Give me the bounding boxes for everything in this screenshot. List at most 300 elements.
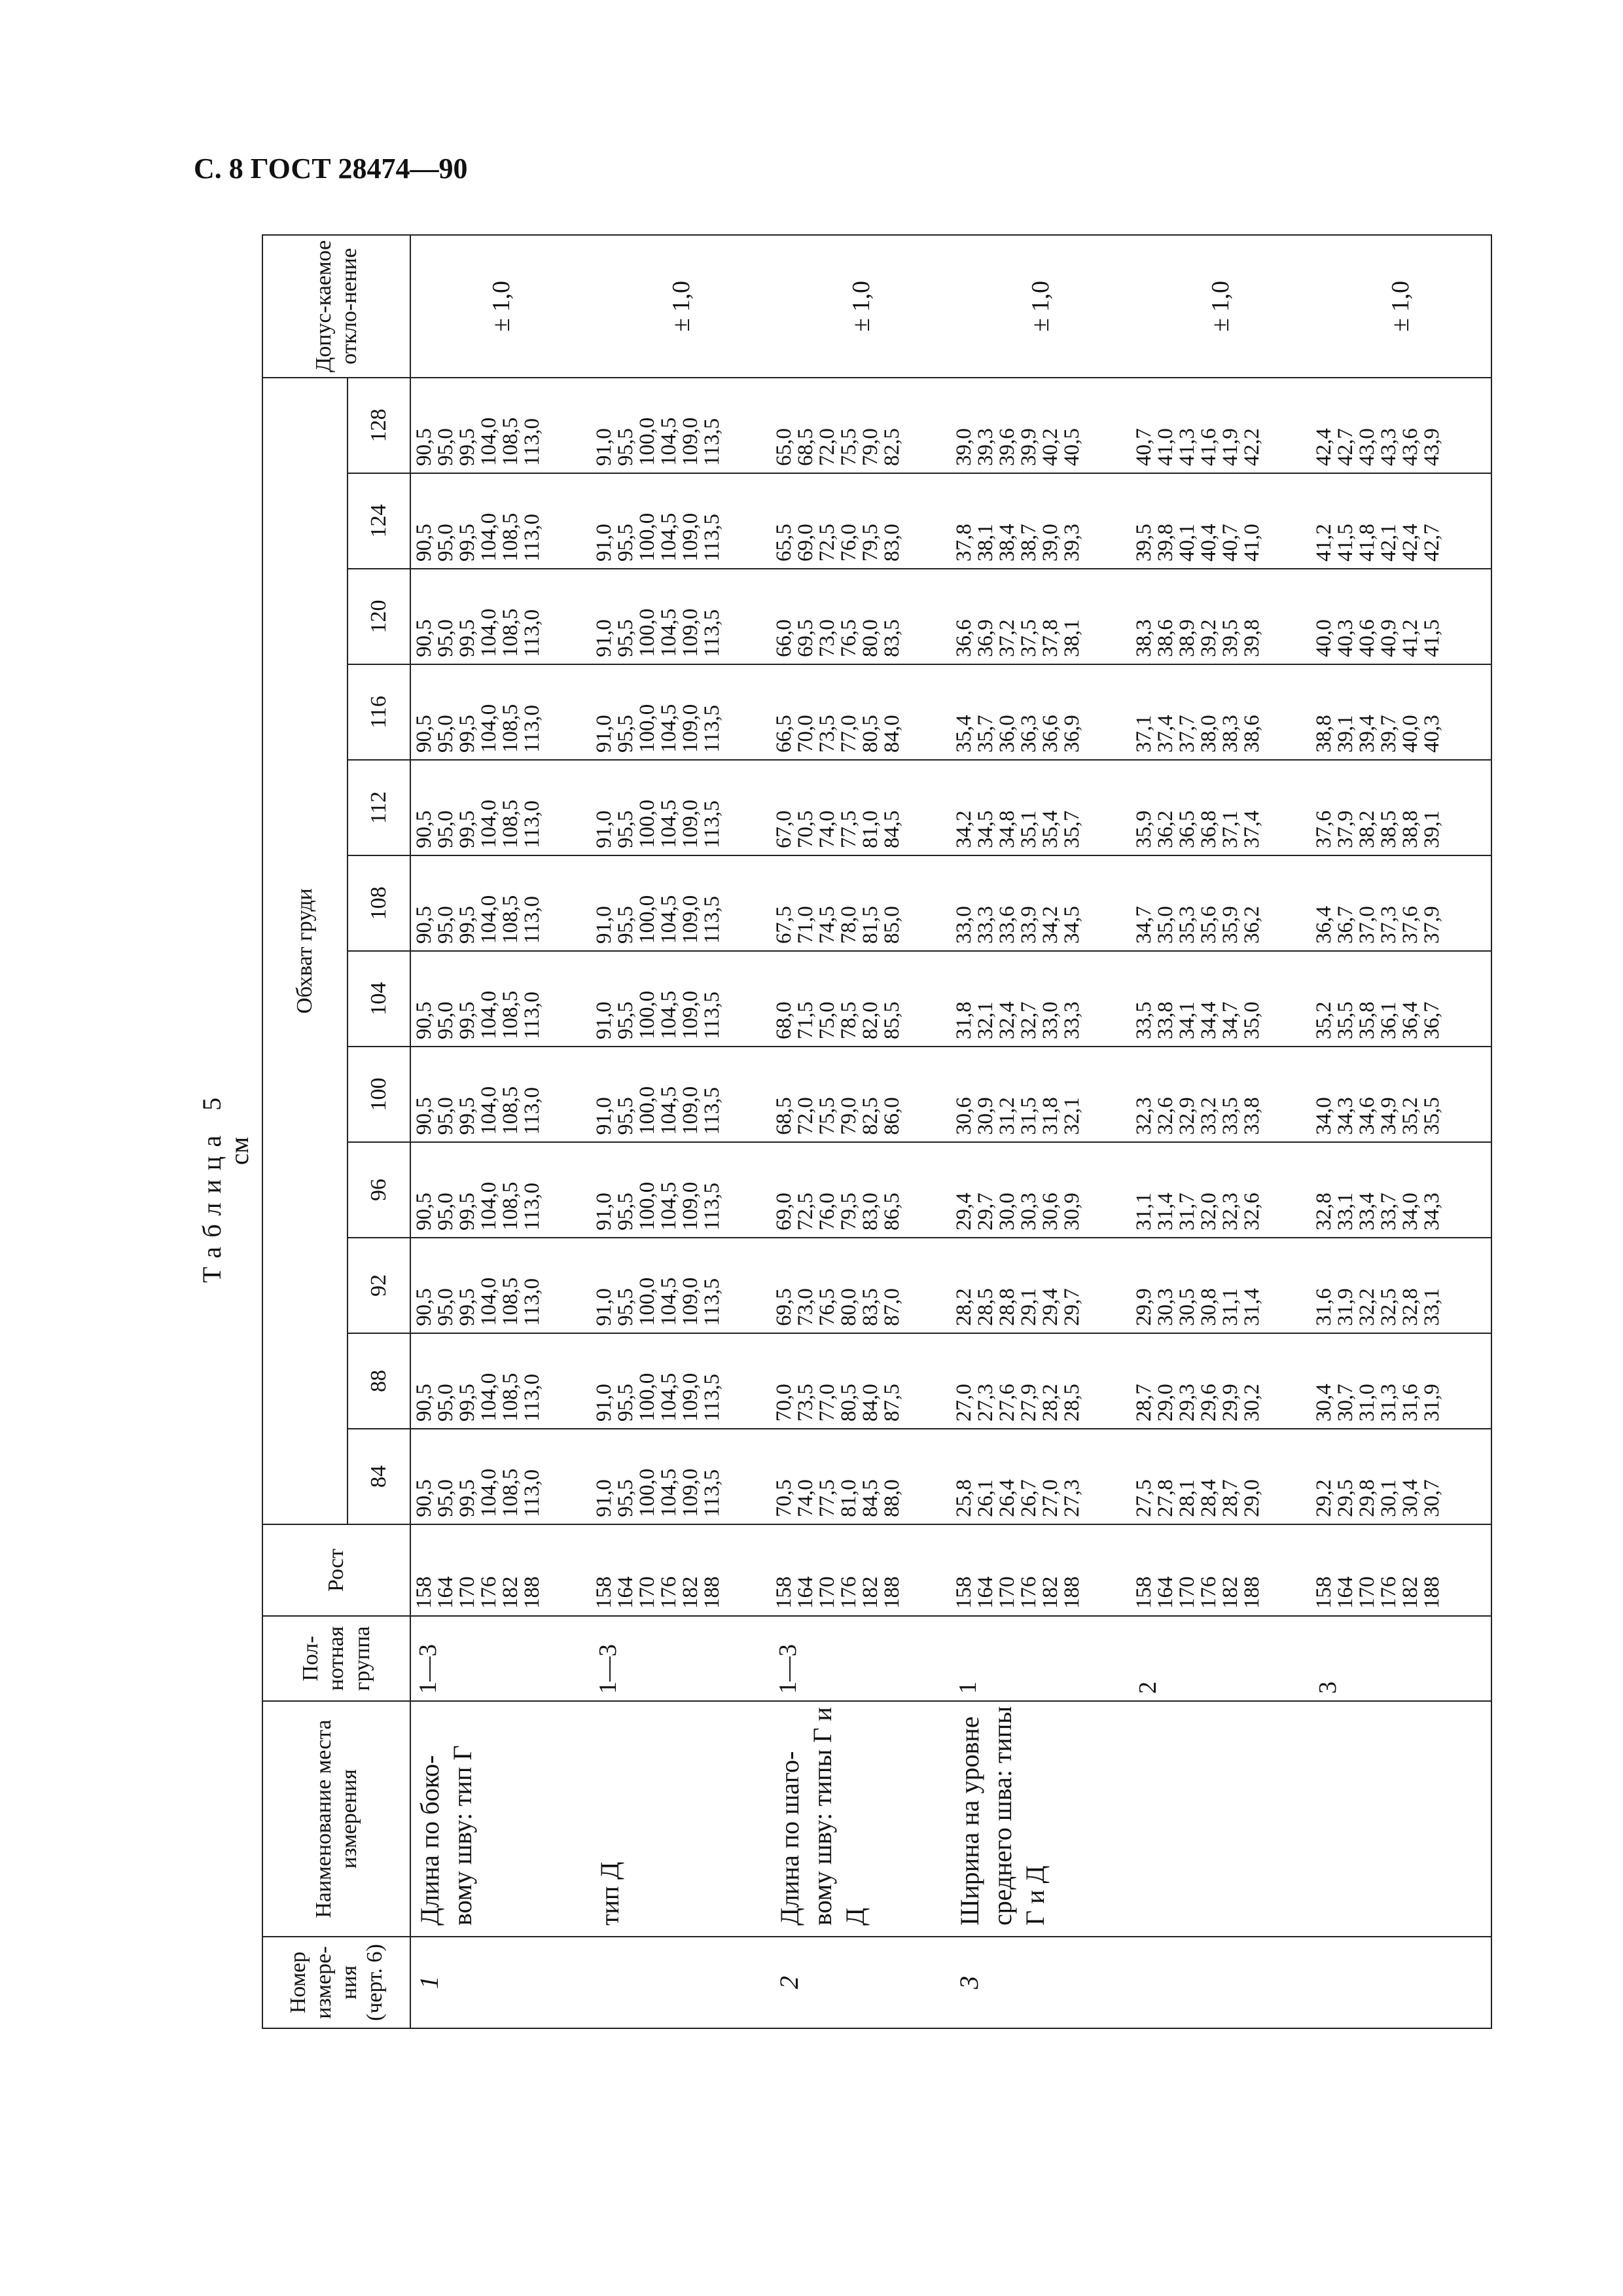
table-row xyxy=(1131,235,1311,2028)
measurement-value: 26,4 xyxy=(995,1479,1019,1517)
chest-value-cell xyxy=(410,951,591,1047)
measurement-value: 113,0 xyxy=(520,609,544,657)
measurement-value: 87,5 xyxy=(880,1384,904,1422)
measurement-value: 113,0 xyxy=(520,1182,544,1230)
measurement-value: 34,7 xyxy=(1132,906,1156,944)
measurement-value: 73,0 xyxy=(815,619,840,657)
measurement-number: 1 xyxy=(410,1937,591,2028)
table-row xyxy=(410,235,591,2028)
measurement-value: 66,5 xyxy=(772,715,796,753)
measurement-value: 28,4 xyxy=(1196,1479,1221,1517)
height-value: 158 xyxy=(412,1576,436,1609)
measurement-value: 80,0 xyxy=(859,619,883,657)
measurement-value: 27,3 xyxy=(1060,1479,1084,1517)
measurement-value: 36,9 xyxy=(1060,715,1084,753)
measurement-value: 109,0 xyxy=(679,1468,703,1517)
fullness-group: 1—3 xyxy=(591,1616,771,1701)
measurement-value: 28,1 xyxy=(1175,1479,1199,1517)
height-value: 170 xyxy=(995,1576,1019,1609)
measurement-value: 42,4 xyxy=(1311,428,1336,466)
height-values xyxy=(1311,1524,1491,1616)
measurement-value: 27,0 xyxy=(1038,1479,1062,1517)
chest-value-cell xyxy=(951,760,1131,855)
height-value: 158 xyxy=(772,1576,796,1609)
measurement-value: 75,5 xyxy=(837,428,861,466)
measurement-value: 37,4 xyxy=(1153,715,1177,753)
measurement-value: 68,5 xyxy=(772,1097,796,1135)
measurement-value: 33,0 xyxy=(952,906,976,944)
measurement-value: 113,5 xyxy=(700,609,724,657)
measurement-value: 113,5 xyxy=(700,1278,724,1326)
height-value: 170 xyxy=(635,1576,660,1609)
chest-value-cell xyxy=(771,664,951,760)
chest-size-84: 84 xyxy=(348,1429,410,1524)
measurement-value: 31,1 xyxy=(1132,1193,1156,1230)
measurement-value: 113,5 xyxy=(700,1469,724,1517)
measurement-value: 91,0 xyxy=(592,715,616,753)
measurement-value: 81,5 xyxy=(859,906,883,944)
measurement-name: Ширина на уровне среднего шва: типы Г и Д xyxy=(951,1701,1131,1937)
measurement-number xyxy=(1131,1937,1311,2028)
measurement-value: 29,9 xyxy=(1132,1288,1156,1326)
measurement-value: 37,3 xyxy=(1376,906,1400,944)
measurement-value: 31,9 xyxy=(1419,1384,1444,1422)
measurement-value: 38,8 xyxy=(1311,715,1336,753)
chest-value-cell xyxy=(771,760,951,855)
measurement-value: 28,2 xyxy=(952,1288,976,1326)
chest-value-cell xyxy=(591,378,771,473)
measurement-value: 95,0 xyxy=(434,1384,457,1422)
measurement-value: 113,5 xyxy=(700,1086,724,1135)
measurement-value: 75,5 xyxy=(815,1097,840,1135)
measurement-value: 39,5 xyxy=(1132,524,1156,562)
measurement-value: 108,5 xyxy=(499,1181,522,1230)
height-values xyxy=(771,1524,951,1616)
measurement-value: 42,7 xyxy=(1333,428,1357,466)
chest-value-cell xyxy=(771,1429,951,1524)
chest-value-cell xyxy=(771,855,951,951)
measurement-value: 41,2 xyxy=(1311,524,1336,562)
measurement-value: 40,7 xyxy=(1218,524,1242,562)
table-row xyxy=(591,235,771,2028)
measurement-value: 31,3 xyxy=(1376,1384,1400,1422)
fullness-group: 1—3 xyxy=(410,1616,591,1701)
measurement-value: 95,5 xyxy=(614,1288,638,1326)
measurement-name xyxy=(1311,1701,1491,1937)
height-value: 176 xyxy=(1196,1576,1221,1609)
measurement-value: 95,0 xyxy=(434,906,457,944)
measurement-value: 113,0 xyxy=(520,895,544,944)
measurement-value: 30,7 xyxy=(1333,1384,1357,1422)
measurement-value: 88,0 xyxy=(880,1479,904,1517)
measurement-value: 35,2 xyxy=(1398,1097,1422,1135)
height-value: 188 xyxy=(700,1576,724,1609)
measurement-value: 104,0 xyxy=(477,895,501,944)
chest-value-cell xyxy=(771,378,951,473)
measurement-value: 83,5 xyxy=(880,619,904,657)
tolerance-value: ± 1,0 xyxy=(591,235,771,378)
height-value: 176 xyxy=(1376,1576,1400,1609)
measurement-value: 32,8 xyxy=(1398,1288,1422,1326)
measurement-value: 37,0 xyxy=(1355,906,1379,944)
measurement-value: 90,5 xyxy=(412,1097,436,1135)
chest-value-cell xyxy=(410,855,591,951)
measurement-value: 65,5 xyxy=(772,524,796,562)
chest-size-128: 128 xyxy=(348,378,410,473)
measurement-value: 42,7 xyxy=(1419,524,1444,562)
chest-value-cell xyxy=(951,473,1131,569)
measurement-value: 33,2 xyxy=(1196,1097,1221,1135)
measurement-value: 83,0 xyxy=(859,1193,883,1230)
measurement-value: 79,5 xyxy=(837,1193,861,1230)
measurement-value: 109,0 xyxy=(679,799,703,848)
measurement-value: 100,0 xyxy=(635,417,660,466)
measurement-value: 29,7 xyxy=(973,1193,997,1230)
measurement-value: 113,0 xyxy=(520,513,544,562)
measurement-value: 76,5 xyxy=(837,619,861,657)
measurement-value: 34,8 xyxy=(995,810,1019,848)
measurement-value: 35,3 xyxy=(1175,906,1199,944)
measurement-value: 99,5 xyxy=(455,1384,479,1422)
measurement-value: 72,0 xyxy=(794,1097,818,1135)
measurement-value: 32,5 xyxy=(1376,1288,1400,1326)
measurement-value: 100,0 xyxy=(635,799,660,848)
chest-value-cell xyxy=(1311,473,1491,569)
measurement-value: 38,9 xyxy=(1175,619,1199,657)
chest-value-cell xyxy=(1131,951,1311,1047)
measurement-value: 29,6 xyxy=(1196,1384,1221,1422)
chest-value-cell xyxy=(771,473,951,569)
measurement-value: 32,6 xyxy=(1240,1193,1264,1230)
measurement-value: 35,1 xyxy=(1016,810,1041,848)
measurement-value: 95,0 xyxy=(434,428,457,466)
measurement-value: 31,4 xyxy=(1153,1193,1177,1230)
measurement-value: 29,0 xyxy=(1153,1384,1177,1422)
measurement-value: 33,7 xyxy=(1376,1193,1400,1230)
chest-value-cell xyxy=(771,1333,951,1429)
chest-value-cell xyxy=(1131,1333,1311,1429)
chest-value-cell xyxy=(1311,1238,1491,1333)
chest-value-cell xyxy=(951,1047,1131,1142)
measurement-value: 78,0 xyxy=(837,906,861,944)
measurement-value: 30,6 xyxy=(1038,1193,1062,1230)
measurement-value: 41,3 xyxy=(1175,428,1199,466)
measurement-value: 30,5 xyxy=(1175,1288,1199,1326)
measurement-value: 31,6 xyxy=(1398,1384,1422,1422)
measurement-value: 91,0 xyxy=(592,1384,616,1422)
measurement-value: 108,5 xyxy=(499,704,522,753)
measurement-value: 104,5 xyxy=(657,704,681,753)
measurement-value: 90,5 xyxy=(412,1479,436,1517)
measurement-value: 34,1 xyxy=(1175,1001,1199,1039)
measurement-value: 108,5 xyxy=(499,1277,522,1326)
measurement-value: 41,2 xyxy=(1398,619,1422,657)
measurement-value: 35,0 xyxy=(1153,906,1177,944)
measurement-value: 29,2 xyxy=(1311,1479,1336,1517)
measurement-value: 91,0 xyxy=(592,1288,616,1326)
measurement-value: 65,0 xyxy=(772,428,796,466)
fullness-group: 2 xyxy=(1131,1616,1311,1701)
measurement-value: 32,6 xyxy=(1153,1097,1177,1135)
measurement-value: 109,0 xyxy=(679,417,703,466)
measurement-value: 87,0 xyxy=(880,1288,904,1326)
measurement-value: 32,9 xyxy=(1175,1097,1199,1135)
measurement-value: 37,6 xyxy=(1398,906,1422,944)
measurement-value: 30,4 xyxy=(1311,1384,1336,1422)
measurement-value: 38,8 xyxy=(1398,810,1422,848)
measurement-value: 100,0 xyxy=(635,1372,660,1422)
measurement-value: 30,3 xyxy=(1153,1288,1177,1326)
measurement-value: 37,8 xyxy=(952,524,976,562)
measurement-value: 33,9 xyxy=(1016,906,1041,944)
measurement-value: 78,5 xyxy=(837,1001,861,1039)
measurement-value: 83,5 xyxy=(859,1288,883,1326)
measurement-value: 38,6 xyxy=(1240,715,1264,753)
measurement-value: 34,0 xyxy=(1311,1097,1336,1135)
measurement-value: 84,5 xyxy=(880,810,904,848)
measurement-value: 113,0 xyxy=(520,1373,544,1422)
col-meas-no: Номер измере-ния (черт. 6) xyxy=(262,1937,410,2028)
measurement-value: 43,9 xyxy=(1419,428,1444,466)
height-value: 182 xyxy=(859,1576,883,1609)
measurement-value: 28,5 xyxy=(1060,1384,1084,1422)
measurement-value: 104,5 xyxy=(657,417,681,466)
measurement-value: 82,0 xyxy=(859,1001,883,1039)
height-value: 176 xyxy=(657,1576,681,1609)
measurement-value: 109,0 xyxy=(679,1277,703,1326)
measurement-value: 35,9 xyxy=(1132,810,1156,848)
measurement-value: 34,3 xyxy=(1419,1193,1444,1230)
measurement-name xyxy=(1131,1701,1311,1937)
measurement-value: 99,5 xyxy=(455,1479,479,1517)
measurement-value: 35,7 xyxy=(973,715,997,753)
measurement-value: 91,0 xyxy=(592,1479,616,1517)
chest-value-cell xyxy=(1131,1047,1311,1142)
measurement-value: 26,1 xyxy=(973,1479,997,1517)
measurement-value: 34,5 xyxy=(973,810,997,848)
height-value: 188 xyxy=(1240,1576,1264,1609)
measurement-value: 35,0 xyxy=(1240,1001,1264,1039)
measurement-value: 28,2 xyxy=(1038,1384,1062,1422)
measurement-name: Длина по боко-вому шву: тип Г xyxy=(410,1701,591,1937)
measurement-value: 25,8 xyxy=(952,1479,976,1517)
measurement-value: 108,5 xyxy=(499,1086,522,1135)
height-value: 170 xyxy=(455,1576,479,1609)
measurement-value: 40,7 xyxy=(1132,428,1156,466)
measurement-value: 113,0 xyxy=(520,991,544,1039)
measurement-value: 86,5 xyxy=(880,1193,904,1230)
measurement-value: 34,9 xyxy=(1376,1097,1400,1135)
measurement-value: 82,5 xyxy=(859,1097,883,1135)
measurement-value: 30,6 xyxy=(952,1097,976,1135)
measurement-value: 84,0 xyxy=(880,715,904,753)
measurement-value: 67,0 xyxy=(772,810,796,848)
measurement-value: 104,5 xyxy=(657,1277,681,1326)
chest-value-cell xyxy=(771,1047,951,1142)
measurement-value: 37,6 xyxy=(1311,810,1336,848)
measurement-value: 76,0 xyxy=(837,524,861,562)
measurement-value: 73,0 xyxy=(794,1288,818,1326)
height-values xyxy=(410,1524,591,1616)
measurement-value: 100,0 xyxy=(635,608,660,657)
chest-value-cell xyxy=(1311,1429,1491,1524)
measurement-value: 41,0 xyxy=(1153,428,1177,466)
chest-value-cell xyxy=(951,1429,1131,1524)
measurement-value: 104,0 xyxy=(477,512,501,562)
measurement-value: 104,5 xyxy=(657,1468,681,1517)
measurement-value: 91,0 xyxy=(592,1001,616,1039)
measurement-value: 31,4 xyxy=(1240,1288,1264,1326)
chest-value-cell xyxy=(951,569,1131,664)
measurement-value: 32,7 xyxy=(1016,1001,1041,1039)
chest-value-cell xyxy=(591,1333,771,1429)
measurement-value: 113,5 xyxy=(700,800,724,848)
measurement-value: 91,0 xyxy=(592,1097,616,1135)
measurement-value: 27,6 xyxy=(995,1384,1019,1422)
measurement-value: 77,5 xyxy=(837,810,861,848)
measurement-value: 39,0 xyxy=(1038,524,1062,562)
chest-value-cell xyxy=(1131,473,1311,569)
col-name: Наименование места измерения xyxy=(262,1701,410,1937)
measurement-value: 38,2 xyxy=(1355,810,1379,848)
measurement-value: 40,3 xyxy=(1419,715,1444,753)
height-value: 182 xyxy=(679,1576,703,1609)
measurement-value: 42,1 xyxy=(1376,524,1400,562)
measurement-value: 27,5 xyxy=(1132,1479,1156,1517)
measurement-value: 95,5 xyxy=(614,715,638,753)
measurement-value: 43,6 xyxy=(1398,428,1422,466)
measurement-value: 90,5 xyxy=(412,1193,436,1230)
measurement-value: 37,4 xyxy=(1240,810,1264,848)
tolerance-value: ± 1,0 xyxy=(1311,235,1491,378)
height-value: 164 xyxy=(973,1576,997,1609)
measurement-value: 30,8 xyxy=(1196,1288,1221,1326)
measurement-value: 104,0 xyxy=(477,1468,501,1517)
measurement-value: 79,5 xyxy=(859,524,883,562)
chest-size-112: 112 xyxy=(348,760,410,855)
measurement-value: 100,0 xyxy=(635,990,660,1039)
chest-value-cell xyxy=(771,1142,951,1238)
measurement-value: 35,4 xyxy=(952,715,976,753)
measurement-value: 75,0 xyxy=(815,1001,840,1039)
chest-value-cell xyxy=(1131,760,1311,855)
height-value: 158 xyxy=(1132,1576,1156,1609)
measurement-value: 76,5 xyxy=(815,1288,840,1326)
chest-size-88: 88 xyxy=(348,1333,410,1429)
measurement-value: 36,6 xyxy=(1038,715,1062,753)
measurement-value: 104,5 xyxy=(657,799,681,848)
chest-size-108: 108 xyxy=(348,855,410,951)
measurement-value: 95,5 xyxy=(614,1097,638,1135)
measurement-value: 82,5 xyxy=(880,428,904,466)
measurement-value: 30,4 xyxy=(1398,1479,1422,1517)
measurement-value: 109,0 xyxy=(679,1086,703,1135)
col-group: Пол-нотная группа xyxy=(262,1616,410,1701)
chest-value-cell xyxy=(591,1142,771,1238)
measurement-value: 95,5 xyxy=(614,1479,638,1517)
measurement-value: 104,0 xyxy=(477,417,501,466)
measurement-value: 34,3 xyxy=(1333,1097,1357,1135)
units-label: см xyxy=(224,1136,254,1165)
measurement-value: 109,0 xyxy=(679,704,703,753)
measurement-value: 40,4 xyxy=(1196,524,1221,562)
chest-value-cell xyxy=(410,569,591,664)
measurement-value: 99,5 xyxy=(455,1001,479,1039)
measurement-value: 27,8 xyxy=(1153,1479,1177,1517)
measurement-value: 113,0 xyxy=(520,1086,544,1135)
measurement-number xyxy=(591,1937,771,2028)
measurement-value: 35,5 xyxy=(1419,1097,1444,1135)
measurement-value: 37,1 xyxy=(1132,715,1156,753)
chest-value-cell xyxy=(951,1333,1131,1429)
measurement-value: 95,0 xyxy=(434,1097,457,1135)
measurement-value: 99,5 xyxy=(455,906,479,944)
measurement-value: 33,6 xyxy=(995,906,1019,944)
measurement-value: 99,5 xyxy=(455,1193,479,1230)
measurement-value: 30,7 xyxy=(1419,1479,1444,1517)
measurement-value: 99,5 xyxy=(455,715,479,753)
measurement-value: 38,0 xyxy=(1196,715,1221,753)
measurement-value: 95,5 xyxy=(614,1193,638,1230)
measurement-value: 72,0 xyxy=(815,428,840,466)
measurement-value: 37,8 xyxy=(1038,619,1062,657)
chest-size-104: 104 xyxy=(348,951,410,1047)
measurement-value: 80,0 xyxy=(837,1288,861,1326)
fullness-group: 3 xyxy=(1311,1616,1491,1701)
measurement-value: 81,0 xyxy=(859,810,883,848)
chest-size-116: 116 xyxy=(348,664,410,760)
chest-value-cell xyxy=(410,760,591,855)
chest-value-cell xyxy=(771,951,951,1047)
chest-value-cell xyxy=(1311,1047,1491,1142)
measurement-value: 74,0 xyxy=(815,810,840,848)
measurement-value: 30,9 xyxy=(973,1097,997,1135)
chest-value-cell xyxy=(1311,1142,1491,1238)
measurement-value: 33,5 xyxy=(1218,1097,1242,1135)
measurement-value: 40,5 xyxy=(1060,428,1084,466)
measurement-value: 74,5 xyxy=(815,906,840,944)
height-value: 164 xyxy=(1153,1576,1177,1609)
chest-value-cell xyxy=(951,855,1131,951)
col-height: Рост xyxy=(262,1524,410,1616)
chest-value-cell xyxy=(410,1429,591,1524)
measurement-number: 3 xyxy=(951,1937,1131,2028)
chest-value-cell xyxy=(591,1047,771,1142)
measurement-value: 90,5 xyxy=(412,428,436,466)
chest-value-cell xyxy=(1131,855,1311,951)
measurement-value: 95,5 xyxy=(614,1001,638,1039)
measurement-value: 95,0 xyxy=(434,524,457,562)
measurement-value: 113,5 xyxy=(700,704,724,753)
measurement-value: 33,3 xyxy=(1060,1001,1084,1039)
height-value: 176 xyxy=(477,1576,501,1609)
measurement-value: 31,1 xyxy=(1218,1288,1242,1326)
chest-size-100: 100 xyxy=(348,1047,410,1142)
measurement-value: 104,0 xyxy=(477,1086,501,1135)
measurement-value: 34,0 xyxy=(1398,1193,1422,1230)
measurement-value: 70,5 xyxy=(794,810,818,848)
measurement-value: 76,0 xyxy=(815,1193,840,1230)
measurement-value: 100,0 xyxy=(635,1181,660,1230)
measurement-value: 69,5 xyxy=(794,619,818,657)
measurement-value: 39,7 xyxy=(1376,715,1400,753)
measurement-value: 30,1 xyxy=(1376,1479,1400,1517)
measurement-value: 40,9 xyxy=(1376,619,1400,657)
measurement-value: 34,7 xyxy=(1218,1001,1242,1039)
measurement-value: 109,0 xyxy=(679,895,703,944)
measurement-value: 113,0 xyxy=(520,1278,544,1326)
measurement-value: 91,0 xyxy=(592,428,616,466)
